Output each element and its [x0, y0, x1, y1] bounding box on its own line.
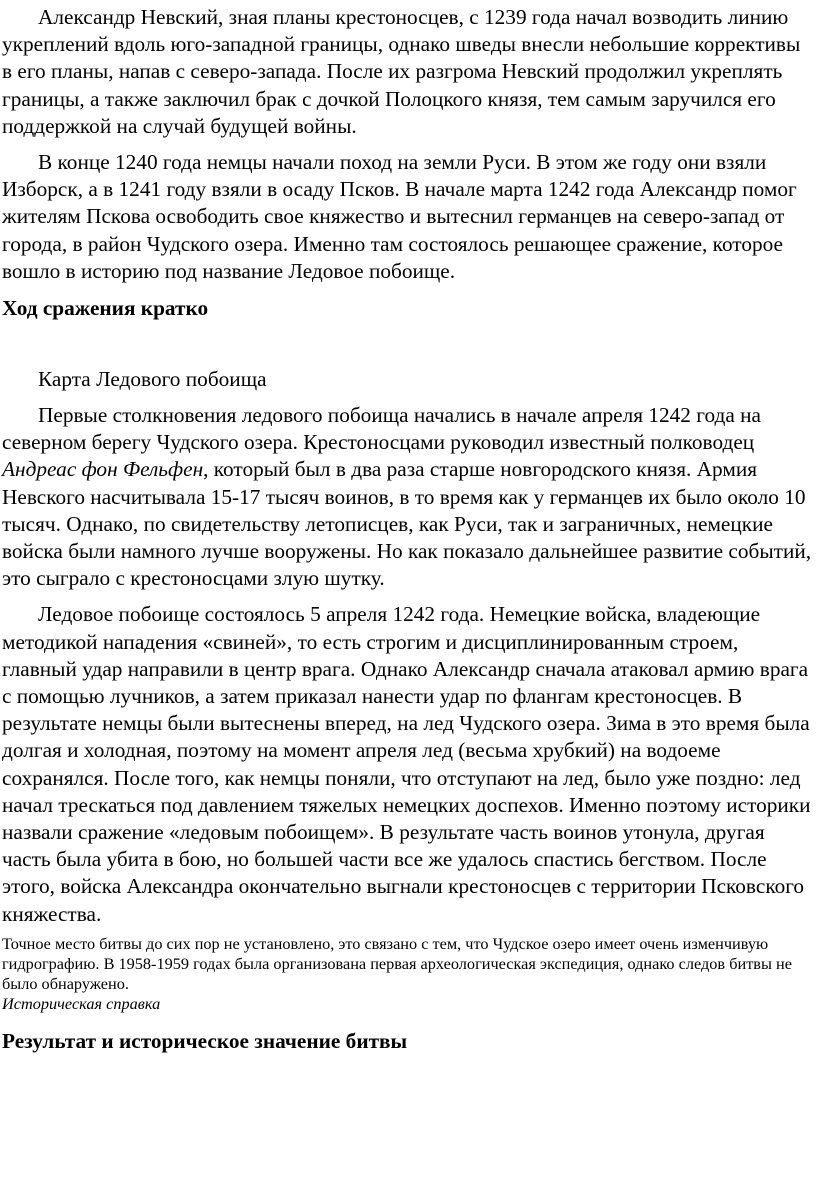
paragraph-battle: Ледовое побоище состоялось 5 апреля 1242 года. Немецкие войска, владеющие методикой нападения «свиней», то есть строгим и дисциплинированным строем, главный удар направили в центр врага. Однако Александр сначала атаковал армию врага с помощью лучников, а затем приказал нанести удар по флангам крестоносцев. В результате немцы были вытеснены вперед, на лед Чудского озера. Зима в это время была долгая и холодная, поэтому на момент апреля лед (весьма хрубкий) на водоеме сохранялся. После того, как немцы поняли, что отступают на лед, было уже поздно: лед начал трескаться под давлением тяжелых немецких доспехов. Именно поэтому историки назвали сражение «ледовым побоищем». В результате часть воинов утонула, другая часть была убита в бою, но большей части все же удалось спастись бегством. После этого, войска Александра окончательно выгнали крестоносцев с территории Псковского княжества.	[2, 602, 811, 926]
paragraph-campaign: В конце 1240 года немцы начали поход на земли Руси. В этом же году они взяли Изборск, а в 1241 году взяли в осаду Псков. В начале марта 1242 года Александр помог жителям Пскова освободить свое княжество и вытеснил германцев на северо-запад от города, в район Чудского озера. Именно там состоялось решающее сражение, которое вошло в историю под название Ледовое побоище.	[2, 150, 797, 283]
section-heading-battle-course: Ход сражения кратко	[2, 296, 209, 321]
commander-name: Андреас фон Фельфен	[2, 457, 204, 482]
paragraph-intro: Александр Невский, зная планы крестоносцев, с 1239 года начал возводить линию укреплений вдоль юго-западной границы, однако шведы внесли небольшие коррективы в его планы, напав с северо-запада. После их разгрома Невский продолжил укреплять границы, а также заключил брак с дочкой Полоцкого князя, тем самым заручился его поддержкой на случай будущей войны.	[2, 5, 801, 138]
paragraph-first-clashes-end: , который был в два раза старше новгородского князя. Армия Невского насчитывала 15-17 тысяч воинов, в то время как у германцев их было около 10 тысяч. Однако, по свидетельству летописцев, как Руси, так и заграничных, немецкие войска были намного лучше вооружены. Но как показало дальнейшее развитие событий, это сыграло с крестоносцами злую шутку.	[2, 457, 812, 591]
map-caption: Карта Ледового побоища	[38, 367, 267, 392]
historical-note-label: Историческая справка	[2, 993, 161, 1013]
section-heading-result: Результат и историческое значение битвы	[2, 1028, 408, 1053]
paragraph-first-clashes-start: Первые столкновения ледового побоища начались в начале апреля 1242 года на северном берегу Чудского озера. Крестоносцами руководил известный полководец	[2, 403, 761, 455]
paragraph-first-clashes	[2, 402, 812, 592]
historical-note: Точное место битвы до сих пор не установлено, это связано с тем, что Чудское озеро имеет очень изменчивую гидрографию. В 1958-1959 годах была организована первая археологическая экспедиция, однако следов битвы не было обнаружено.	[2, 933, 792, 993]
